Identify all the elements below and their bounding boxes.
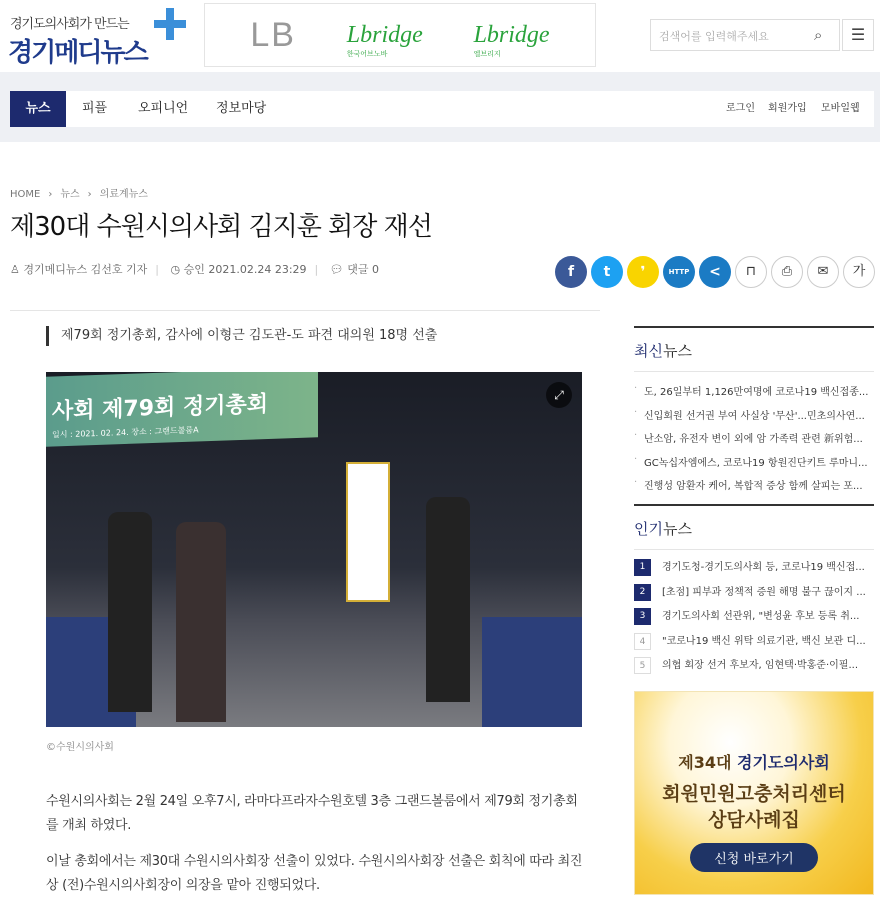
popular-news-title: 의협 회장 선거 후보자, 임현택·박홍준·이필... <box>662 660 859 671</box>
latest-news-item[interactable]: · 도, 26일부터 1,126만여명에 코로나19 백신접종... <box>634 383 874 398</box>
paragraph: 수원시의사회는 2월 24일 오후7시, 라마다프라자수원호텔 3층 그랜드볼룸에서 제79회 정기총회를 개최 하였다. <box>46 794 578 833</box>
popular-news-title: [초점] 피부과 정책적 증원 해명 불구 끊이지 ... <box>662 586 866 598</box>
email-icon[interactable]: ✉ <box>807 256 839 288</box>
comment-icon: 💬︎ <box>329 263 344 276</box>
bookmark-icon[interactable]: ⊓ <box>735 256 767 288</box>
facebook-share-button[interactable]: f <box>555 256 587 288</box>
chevron-right-icon: › <box>87 189 92 200</box>
breadcrumb <box>10 185 156 200</box>
user-icon: ♙ <box>10 263 20 276</box>
article-meta: ♙ 경기메디뉴스 김선호 기자 | ◷ 승인 2021.02.24 23:29 | 💬︎ 댓글 0 <box>10 263 379 276</box>
author: 경기메디뉴스 김선호 기자 <box>23 263 148 276</box>
logo-cross-icon <box>150 6 190 46</box>
clock-icon: ◷ <box>170 263 181 276</box>
kakaostory-share-button[interactable]: ❜ <box>627 256 659 288</box>
ad-banner-lbridge[interactable] <box>204 3 596 67</box>
popular-news-item[interactable] <box>634 657 874 675</box>
nav-news[interactable]: 뉴스 <box>10 91 66 127</box>
expand-icon[interactable]: ⤢ <box>546 382 572 408</box>
lbridge-logo-2: Lbridge 엘브리지 <box>473 21 550 58</box>
comment-count[interactable]: 댓글 0 <box>347 263 379 276</box>
chevron-right-icon: › <box>48 189 53 200</box>
popular-news-item[interactable] <box>634 608 874 626</box>
nav-people[interactable]: 피플 <box>82 101 108 116</box>
signup-link[interactable]: 회원가입 <box>768 103 807 114</box>
nav-info[interactable]: 정보마당 <box>216 101 267 116</box>
mobile-web-link[interactable]: 모바일웹 <box>821 103 860 114</box>
lb-logo: LB <box>250 15 296 54</box>
divider <box>10 310 600 311</box>
article-body <box>46 790 586 898</box>
breadcrumb-home[interactable]: HOME <box>10 189 41 200</box>
popular-news-heading: 인기뉴스 <box>634 504 874 550</box>
popular-news-item[interactable] <box>634 633 874 651</box>
popular-news-item[interactable] <box>634 584 874 602</box>
rank-badge: 5 <box>634 657 651 674</box>
photo-person <box>108 512 152 712</box>
url-copy-share-button[interactable]: HTTP <box>663 256 695 288</box>
rank-badge: 1 <box>634 559 651 576</box>
print-icon[interactable]: ⎙ <box>771 256 803 288</box>
paragraph: 이날 총회에서는 제30대 수원시의사회장 선출이 있었다. 수원시의사회장 선출은 회칙에 따라 최진상 (전)수원시의사회장이 의장을 맡아 진행되었다. <box>46 854 583 893</box>
photo-table <box>482 617 582 727</box>
share-share-button[interactable]: < <box>699 256 731 288</box>
main-nav <box>10 91 874 127</box>
popular-news-title: 경기도의사회 선관위, "변성윤 후보 등록 취... <box>662 611 860 622</box>
photo-caption: ©수원시의사회 <box>46 742 114 753</box>
photo-banner: 사회 제79회 정기총회 일시 : 2021. 02. 24. 장소 : 그랜드볼룸A <box>46 372 318 447</box>
nav-opinion[interactable]: 오피니언 <box>138 101 189 116</box>
rank-badge: 2 <box>634 584 651 601</box>
approved-date: 승인 2021.02.24 23:29 <box>183 263 307 276</box>
rank-badge: 4 <box>634 633 651 650</box>
search-icon[interactable]: ⌕ <box>814 26 823 44</box>
latest-news-item[interactable]: · 난소암, 유전자 변이 외에 암 가족력 관련 新위험... <box>634 430 874 445</box>
twitter-share-button[interactable]: t <box>591 256 623 288</box>
login-link[interactable]: 로그인 <box>726 103 755 114</box>
article-subtitle: 제79회 정기총회, 감사에 이형근 김도관-도 파견 대의원 18명 선출 <box>46 326 437 346</box>
latest-news-item[interactable]: · 신입회원 선거권 부여 사실상 '무산'...민초의사연... <box>634 407 874 422</box>
latest-news-item[interactable]: · 진행성 암환자 케어, 복합적 증상 함께 살피는 포... <box>634 477 874 492</box>
photo-person <box>426 497 470 702</box>
popular-news-title: 경기도청-경기도의사회 등, 코로나19 백신접... <box>662 562 865 573</box>
menu-button[interactable]: ☰ <box>842 19 874 51</box>
logo-tagline[interactable]: 경기도의사회가 만드는 <box>10 17 129 32</box>
photo-person <box>176 522 226 722</box>
site-header <box>0 0 880 72</box>
breadcrumb-section[interactable]: 의료계뉴스 <box>99 189 148 200</box>
apply-button[interactable]: 신청 바로가기 <box>690 843 817 872</box>
photo-flag <box>346 462 390 602</box>
popular-news-item[interactable] <box>634 559 874 577</box>
article-title: 제30대 수원시의사회 김지훈 회장 재선 <box>10 212 432 242</box>
rank-badge: 3 <box>634 608 651 625</box>
popular-news-title: "코로나19 백신 위탁 의료기관, 백신 보관 디... <box>662 635 866 647</box>
lbridge-logo: Lbridge 한국어브노바 <box>346 21 423 58</box>
article-photo[interactable] <box>46 372 582 727</box>
latest-news-item[interactable]: · GC녹십자엠에스, 코로나19 항원진단키트 루마니... <box>634 454 874 469</box>
latest-news-heading: 최신뉴스 <box>634 326 874 372</box>
breadcrumb-news[interactable]: 뉴스 <box>60 189 80 200</box>
ad-banner-counsel[interactable]: 제34대 경기도의사회 회원민원고충처리센터 상담사례집 신청 바로가기 <box>634 691 874 895</box>
font-size-icon[interactable]: 가 <box>843 256 875 288</box>
site-logo[interactable]: 경기메디뉴스 <box>8 38 147 68</box>
search-input[interactable]: 검색어를 입력해주세요 <box>650 19 840 51</box>
